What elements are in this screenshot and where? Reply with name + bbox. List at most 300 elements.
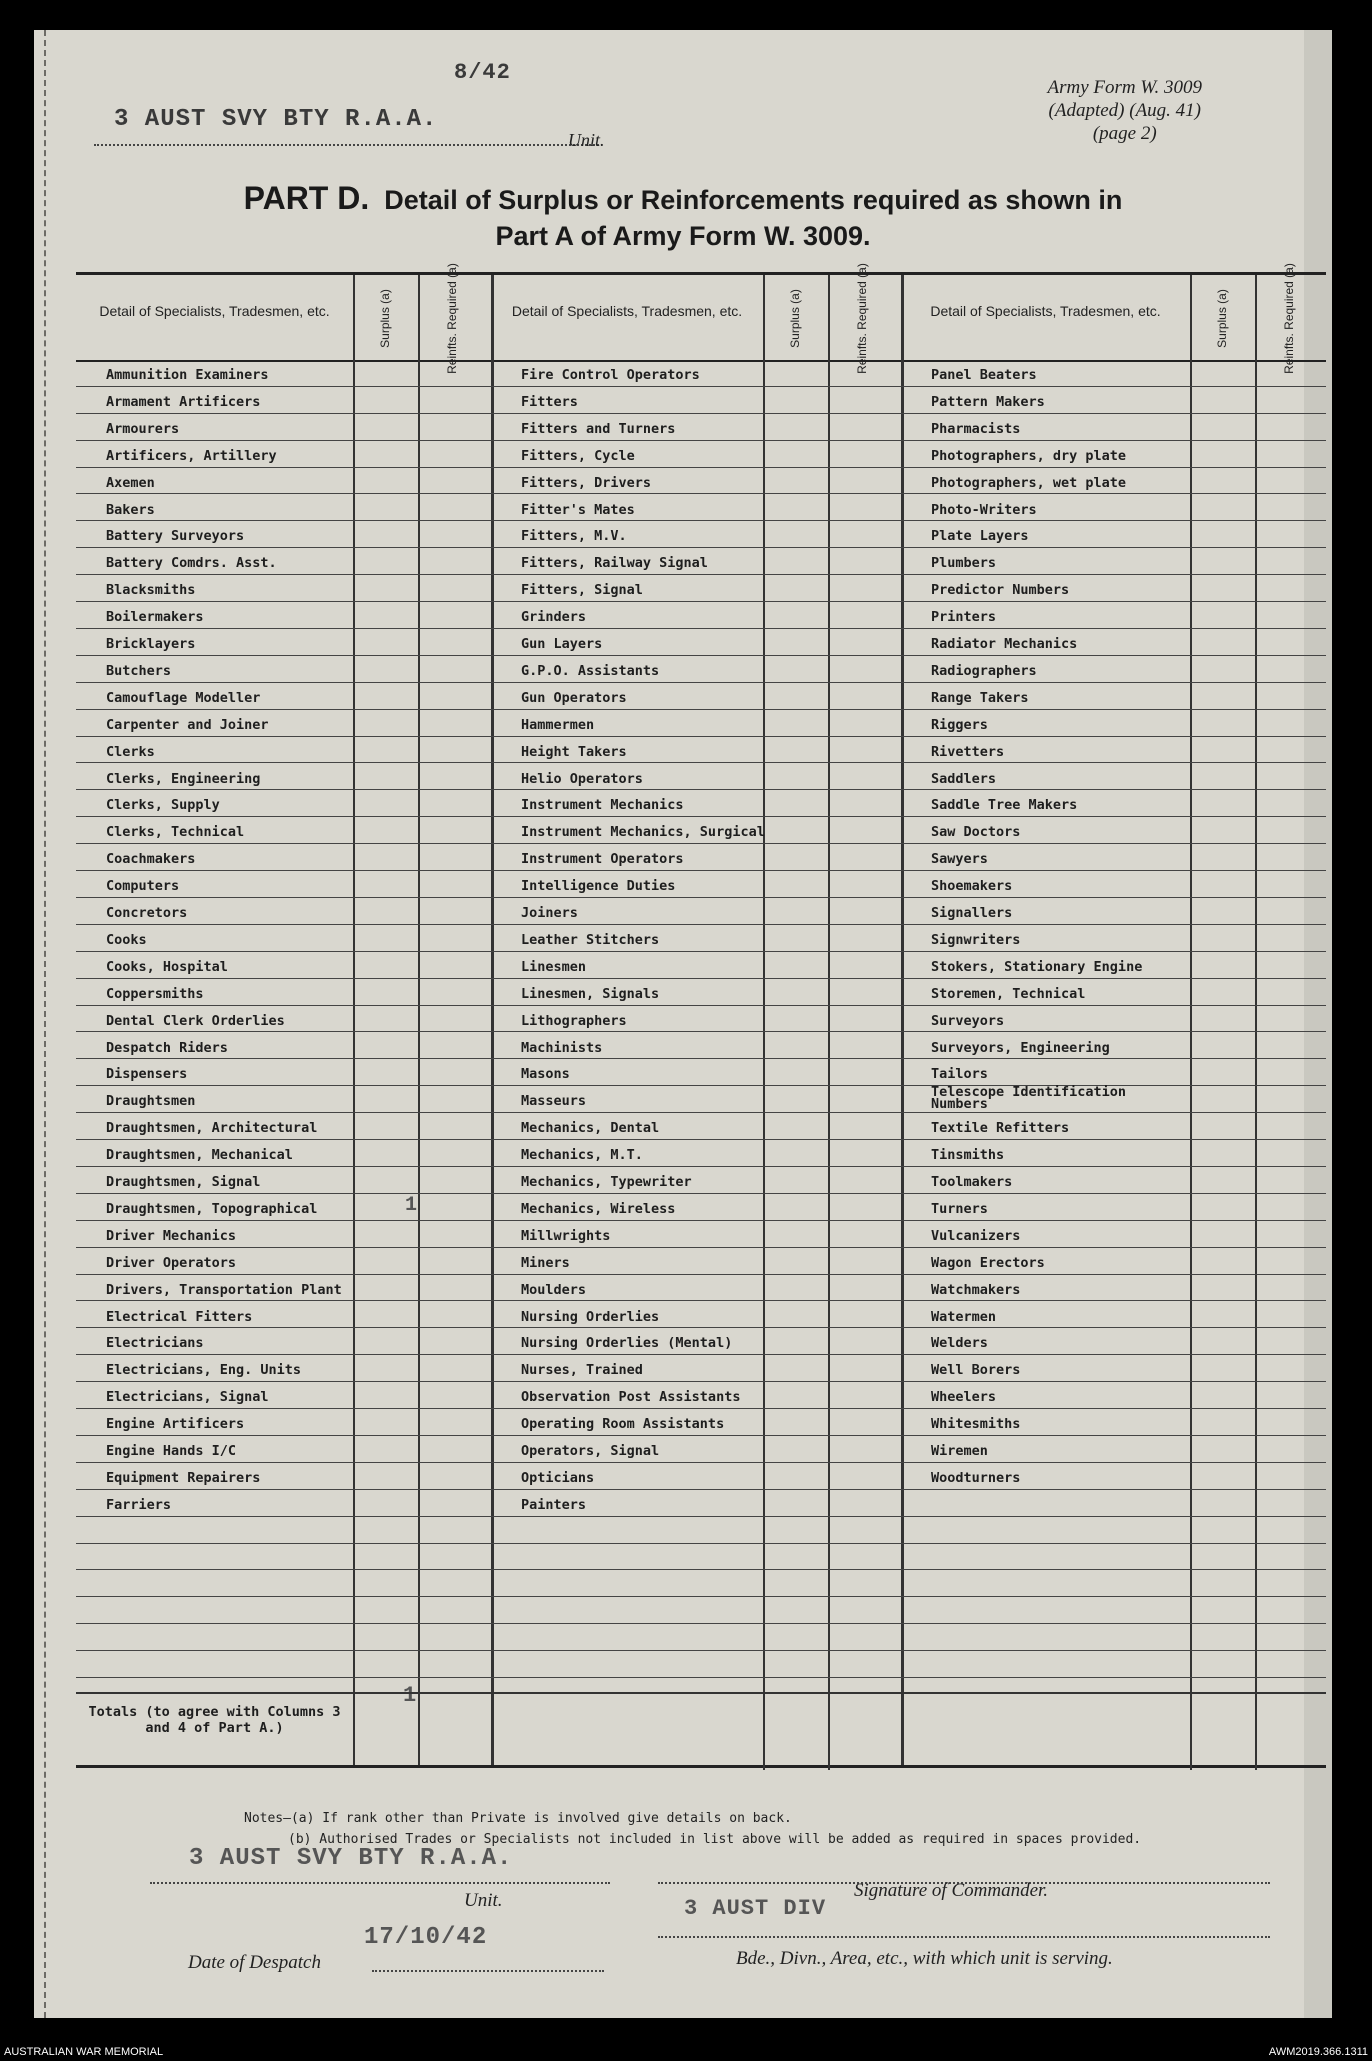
specialists-table [76, 262, 1326, 1768]
table-row [491, 979, 901, 1006]
table-row [491, 1221, 901, 1248]
specialist-name: Clerks, Engineering [106, 770, 261, 787]
specialist-name: Woodturners [931, 1469, 1021, 1486]
table-row [76, 1651, 491, 1678]
table-row [76, 790, 491, 817]
table-row [901, 1328, 1326, 1355]
table-row [76, 441, 491, 468]
specialist-name: Coachmakers [106, 851, 196, 868]
table-row [491, 737, 901, 764]
specialist-name: Draughtsmen, Signal [106, 1174, 261, 1190]
specialist-name: Whitesmiths [931, 1416, 1021, 1433]
table-row [491, 925, 901, 952]
table-row [76, 602, 491, 629]
table-row [901, 521, 1326, 548]
title-line-2: Part A of Army Form W. 3009. [495, 221, 871, 251]
table-row [76, 979, 491, 1006]
table-row [901, 1409, 1326, 1436]
form-number: Army Form W. 3009 [1047, 77, 1202, 98]
table-row [76, 414, 491, 441]
specialist-name: Saddlers [931, 770, 997, 787]
column-header [76, 262, 491, 374]
surplus-header-text: Surplus (a) [788, 288, 802, 348]
table-row [901, 414, 1326, 441]
table-row [901, 656, 1326, 683]
specialist-name: Cooks, Hospital [106, 958, 228, 975]
table-row [76, 1517, 491, 1544]
specialist-name: Linesmen [521, 958, 587, 975]
table-row [901, 1275, 1326, 1302]
table-row [76, 1490, 491, 1517]
table-row [491, 1140, 901, 1167]
table-row [76, 764, 491, 791]
table-row [76, 1409, 491, 1436]
table-row [491, 1194, 901, 1221]
specialist-name: Surveyors [931, 1012, 1005, 1029]
surplus-header [763, 279, 828, 357]
table-row [76, 1436, 491, 1463]
table-row [76, 521, 491, 548]
table-row [901, 979, 1326, 1006]
signature-unit-typed: 3 AUST SVY BTY R.A.A. [189, 1845, 513, 1872]
specialist-name: Instrument Mechanics [521, 797, 684, 814]
specialist-name: Predictor Numbers [931, 582, 1070, 599]
table-row [901, 737, 1326, 764]
table-row [901, 1624, 1326, 1651]
bde-dotline [658, 1936, 1270, 1938]
specialist-name: Driver Operators [106, 1254, 237, 1271]
table-row [76, 1302, 491, 1329]
specialist-name: Blacksmiths [106, 582, 196, 599]
specialist-name: Millwrights [521, 1227, 611, 1244]
specialist-name: Opticians [521, 1469, 595, 1486]
totals-divider [901, 1692, 1326, 1694]
column-header [491, 262, 901, 374]
table-row [491, 1624, 901, 1651]
table-row [76, 1221, 491, 1248]
table-row [76, 1328, 491, 1355]
table-row [76, 1597, 491, 1624]
table-row [491, 387, 901, 414]
table-row [901, 1086, 1326, 1113]
table-row [901, 844, 1326, 871]
note-a: Notes—(a) If rank other than Private is involved give details on back. [244, 1811, 792, 1826]
table-row [901, 790, 1326, 817]
specialist-name: Clerks [106, 743, 155, 760]
table-row [901, 602, 1326, 629]
table-row [901, 1059, 1326, 1086]
table-row [901, 898, 1326, 925]
specialist-name: Nurses, Trained [521, 1362, 643, 1379]
specialist-name: Clerks, Technical [106, 824, 245, 841]
specialist-name: Fitters, Railway Signal [521, 555, 708, 572]
specialist-name: Gun Operators [521, 689, 627, 706]
specialist-name: Engine Hands I/C [106, 1443, 237, 1459]
specialist-name: Electricians [106, 1335, 204, 1352]
table-row [76, 468, 491, 495]
specialist-name: Engine Artificers [106, 1416, 245, 1433]
specialist-name: Watermen [931, 1308, 997, 1325]
table-row [491, 790, 901, 817]
specialist-name: Shoemakers [931, 878, 1013, 895]
table-row [76, 1275, 491, 1302]
specialist-name: Fitters, M.V. [521, 528, 627, 545]
table-row [901, 1490, 1326, 1517]
footer-catalogue-id: AWM2019.366.1311 [1268, 2046, 1368, 2058]
table-row [491, 1571, 901, 1598]
table-row [901, 817, 1326, 844]
form-adapted: (Adapted) (Aug. 41) [1048, 100, 1201, 121]
specialist-name: Plate Layers [931, 528, 1029, 545]
specialist-name: Photographers, wet plate [931, 474, 1127, 491]
specialist-name: Plumbers [931, 555, 997, 572]
specialist-name: Hammermen [521, 716, 595, 733]
table-row [491, 764, 901, 791]
reinfts-header-text: Reinfts. Required (a) [1281, 262, 1296, 374]
table-row [901, 871, 1326, 898]
table-row [76, 952, 491, 979]
specialist-name: Fitters, Cycle [521, 447, 635, 464]
specialist-name: Drivers, Transportation Plant [106, 1281, 342, 1298]
table-row [76, 1059, 491, 1086]
table-row [76, 1086, 491, 1113]
table-row [491, 1248, 901, 1275]
table-row [901, 575, 1326, 602]
specialist-name: Fitters and Turners [521, 420, 676, 437]
specialist-name: Linesmen, Signals [521, 985, 660, 1002]
unit-typed: 3 AUST SVY BTY R.A.A. [114, 106, 438, 133]
specialist-name: Tinsmiths [931, 1147, 1005, 1164]
table-row [76, 710, 491, 737]
signature-unit-label: Unit. [464, 1890, 503, 1911]
specialist-name: Watchmakers [931, 1281, 1021, 1298]
table-row [901, 468, 1326, 495]
specialist-name: Mechanics, Typewriter [521, 1174, 692, 1190]
table-row [491, 441, 901, 468]
table-row [491, 1490, 901, 1517]
table-row [901, 1597, 1326, 1624]
specialist-name: Equipment Repairers [106, 1469, 261, 1486]
table-row [901, 1113, 1326, 1140]
table-row [491, 1409, 901, 1436]
specialist-name: Nursing Orderlies [521, 1308, 660, 1325]
table-row [901, 1033, 1326, 1060]
specialist-name: Operators, Signal [521, 1443, 660, 1459]
table-row [76, 1033, 491, 1060]
totals-divider [491, 1692, 901, 1694]
table-row [491, 1355, 901, 1382]
specialist-name: Radiator Mechanics [931, 636, 1078, 652]
specialist-name: Range Takers [931, 689, 1029, 706]
table-row [901, 441, 1326, 468]
table-row [491, 548, 901, 575]
table-row [491, 1544, 901, 1571]
table-row [491, 521, 901, 548]
table-row [901, 1651, 1326, 1678]
specialist-name: Printers [931, 609, 997, 626]
specialist-name: Draughtsmen, Mechanical [106, 1147, 293, 1164]
specialist-name: Operating Room Assistants [521, 1416, 725, 1433]
table-row [76, 1571, 491, 1598]
totals-surplus-entry: 1 [403, 1683, 417, 1708]
table-row [491, 575, 901, 602]
title-line-1: Detail of Surplus or Reinforcements required as shown in [384, 185, 1123, 215]
specialist-name: Toolmakers [931, 1174, 1013, 1190]
table-row [76, 1167, 491, 1194]
totals-divider [76, 1692, 491, 1694]
table-row [491, 495, 901, 522]
specialist-name: Battery Comdrs. Asst. [106, 555, 277, 572]
reinfts-header-text: Reinfts. Required (a) [444, 262, 459, 374]
table-row [76, 1624, 491, 1651]
specialist-name: Electricians, Eng. Units [106, 1362, 302, 1379]
specialist-name: Dental Clerk Orderlies [106, 1012, 285, 1029]
specialist-name: Helio Operators [521, 770, 643, 787]
table-row [901, 1194, 1326, 1221]
specialist-name: Lithographers [521, 1012, 627, 1029]
form-reference [1048, 76, 1202, 145]
part-label: PART D. [243, 180, 370, 216]
surplus-entry: 1 [405, 1193, 418, 1217]
table-column-2 [491, 262, 901, 1765]
specialist-name: Joiners [521, 905, 578, 921]
specialist-name: Draughtsmen [106, 1093, 196, 1110]
specialist-name: Wiremen [931, 1443, 988, 1459]
table-row [491, 1167, 901, 1194]
table-row [901, 1167, 1326, 1194]
table-row [491, 1059, 901, 1086]
table-row [76, 871, 491, 898]
unit-dotline [94, 144, 599, 146]
specialist-name: Coppersmiths [106, 985, 204, 1002]
detail-header: Detail of Specialists, Tradesmen, etc. [511, 303, 743, 319]
table-row [76, 737, 491, 764]
table-row [901, 1140, 1326, 1167]
signature-commander-label: Signature of Commander. [854, 1880, 1049, 1901]
specialist-name: Pharmacists [931, 420, 1021, 437]
bde-label: Bde., Divn., Area, etc., with which unit is serving. [736, 1948, 1113, 1969]
table-row [901, 1355, 1326, 1382]
table-row [76, 817, 491, 844]
table-row [76, 656, 491, 683]
table-row [491, 1382, 901, 1409]
specialist-name: Axemen [106, 474, 155, 491]
specialist-name: Fitter's Mates [521, 501, 635, 518]
specialist-name: Pattern Makers [931, 393, 1045, 410]
specialist-name: Bakers [106, 501, 155, 518]
table-row [901, 952, 1326, 979]
table-row [901, 629, 1326, 656]
reference-number: 8/42 [454, 60, 511, 85]
specialist-name: Masons [521, 1066, 570, 1083]
specialist-name: G.P.O. Assistants [521, 662, 660, 679]
table-row [491, 468, 901, 495]
table-row [491, 1113, 901, 1140]
specialist-name: Signallers [931, 905, 1013, 921]
table-row [491, 952, 901, 979]
specialist-name: Photographers, dry plate [931, 447, 1127, 464]
table-row [76, 1544, 491, 1571]
specialist-name: Masseurs [521, 1093, 587, 1110]
signature-unit-dotline [150, 1882, 610, 1884]
specialist-name: Rivetters [931, 743, 1005, 760]
specialist-name: Photo-Writers [931, 501, 1037, 518]
specialist-name: Artificers, Artillery [106, 447, 277, 464]
table-column-3 [901, 262, 1326, 1765]
table-row [491, 871, 901, 898]
specialist-name: Nursing Orderlies (Mental) [521, 1335, 733, 1352]
table-row [76, 1113, 491, 1140]
table-row [76, 1194, 491, 1221]
specialist-name: Boilermakers [106, 609, 204, 626]
specialist-name: Armourers [106, 420, 180, 437]
table-row [901, 1248, 1326, 1275]
form-title [34, 180, 1332, 254]
specialist-name: Well Borers [931, 1362, 1021, 1379]
table-row [491, 1328, 901, 1355]
specialist-name: Height Takers [521, 743, 627, 760]
table-row [491, 710, 901, 737]
table-column-1 [76, 262, 491, 1765]
table-row [901, 495, 1326, 522]
table-row [491, 360, 901, 387]
table-row [491, 683, 901, 710]
table-row [76, 1382, 491, 1409]
specialist-name: Radiographers [931, 662, 1037, 679]
unit-label: Unit. [568, 130, 605, 150]
specialist-name: Gun Layers [521, 636, 603, 652]
table-row [491, 1651, 901, 1678]
specialist-name: Riggers [931, 716, 988, 733]
specialist-name: Mechanics, Dental [521, 1120, 660, 1137]
specialist-name: Fitters [521, 393, 578, 410]
specialist-name: Fitters, Signal [521, 582, 643, 599]
specialist-name: Stokers, Stationary Engine [931, 958, 1143, 975]
table-row [491, 656, 901, 683]
table-row [491, 1033, 901, 1060]
table-row [491, 1275, 901, 1302]
specialist-name: Carpenter and Joiner [106, 716, 269, 733]
specialist-name: Vulcanizers [931, 1227, 1021, 1244]
specialist-name: Draughtsmen, Topographical [106, 1200, 318, 1217]
table-row [76, 1355, 491, 1382]
notes [244, 1808, 1141, 1850]
date-typed: 17/10/42 [364, 1924, 488, 1951]
table-row [76, 683, 491, 710]
table-row [491, 414, 901, 441]
specialist-name: Dispensers [106, 1066, 188, 1083]
specialist-name: Battery Surveyors [106, 528, 245, 545]
specialist-name: Armament Artificers [106, 393, 261, 410]
table-row [901, 764, 1326, 791]
specialist-name: Turners [931, 1200, 988, 1217]
specialist-name: Despatch Riders [106, 1039, 228, 1056]
table-row [76, 1248, 491, 1275]
specialist-name: Bricklayers [106, 636, 196, 652]
specialist-name: Surveyors, Engineering [931, 1039, 1110, 1056]
table-row [491, 898, 901, 925]
specialist-name: Butchers [106, 662, 172, 679]
table-row [491, 1086, 901, 1113]
table-row [901, 1571, 1326, 1598]
specialist-name: Electricians, Signal [106, 1389, 269, 1406]
specialist-name: Storemen, Technical [931, 985, 1086, 1002]
specialist-name: Instrument Mechanics, Surgical [521, 824, 765, 841]
specialist-name: Machinists [521, 1039, 603, 1056]
table-row [76, 1006, 491, 1033]
table-row [491, 602, 901, 629]
table-row [76, 925, 491, 952]
specialist-name: Cooks [106, 931, 147, 948]
table-row [901, 1382, 1326, 1409]
table-row [901, 387, 1326, 414]
table-row [76, 629, 491, 656]
table-row [76, 1463, 491, 1490]
table-row [901, 1006, 1326, 1033]
specialist-name: Signwriters [931, 931, 1021, 948]
table-row [491, 844, 901, 871]
perforation-line [44, 30, 46, 2018]
table-row [491, 1302, 901, 1329]
specialist-name: Farriers [106, 1496, 172, 1513]
table-row [901, 1463, 1326, 1490]
totals-label: Totals (to agree with Columns 3 and 4 of Part A.) [88, 1704, 341, 1736]
specialist-name: Fitters, Drivers [521, 474, 652, 491]
specialist-name: Driver Mechanics [106, 1227, 237, 1244]
footer-institution: AUSTRALIAN WAR MEMORIAL [4, 2046, 164, 2058]
specialist-name: Tailors [931, 1066, 988, 1083]
specialist-name: Fire Control Operators [521, 367, 700, 383]
table-row [491, 1517, 901, 1544]
table-row [491, 1597, 901, 1624]
specialist-name: Textile Refitters [931, 1120, 1070, 1137]
surplus-header-text: Surplus (a) [378, 288, 392, 348]
specialist-name: Concretors [106, 905, 188, 921]
table-row [76, 360, 491, 387]
surplus-header [1190, 279, 1255, 357]
table-row [901, 683, 1326, 710]
table-row [901, 548, 1326, 575]
surplus-header-text: Surplus (a) [1215, 288, 1229, 348]
table-row [901, 1221, 1326, 1248]
specialist-name: Electrical Fitters [106, 1308, 253, 1325]
specialist-name: Saw Doctors [931, 824, 1021, 841]
specialist-name: Wheelers [931, 1389, 997, 1406]
specialist-name: Computers [106, 878, 180, 895]
table-row [901, 1302, 1326, 1329]
date-label: Date of Despatch [188, 1952, 321, 1973]
detail-header: Detail of Specialists, Tradesmen, etc. [99, 303, 330, 319]
table-row [76, 844, 491, 871]
specialist-name: Clerks, Supply [106, 797, 220, 814]
specialist-name: Draughtsmen, Architectural [106, 1120, 318, 1137]
specialist-name: Miners [521, 1254, 570, 1271]
table-row [76, 387, 491, 414]
table-row [76, 548, 491, 575]
table-row [76, 575, 491, 602]
specialist-name: Saddle Tree Makers [931, 797, 1078, 814]
specialist-name: Sawyers [931, 851, 988, 868]
division-typed: 3 AUST DIV [684, 1896, 827, 1921]
table-row [491, 1436, 901, 1463]
table-row [491, 817, 901, 844]
specialist-name: Camouflage Modeller [106, 689, 261, 706]
table-row [491, 1463, 901, 1490]
table-row [491, 629, 901, 656]
specialist-name: Mechanics, M.T. [521, 1147, 643, 1164]
table-row [901, 710, 1326, 737]
table-row [76, 1140, 491, 1167]
